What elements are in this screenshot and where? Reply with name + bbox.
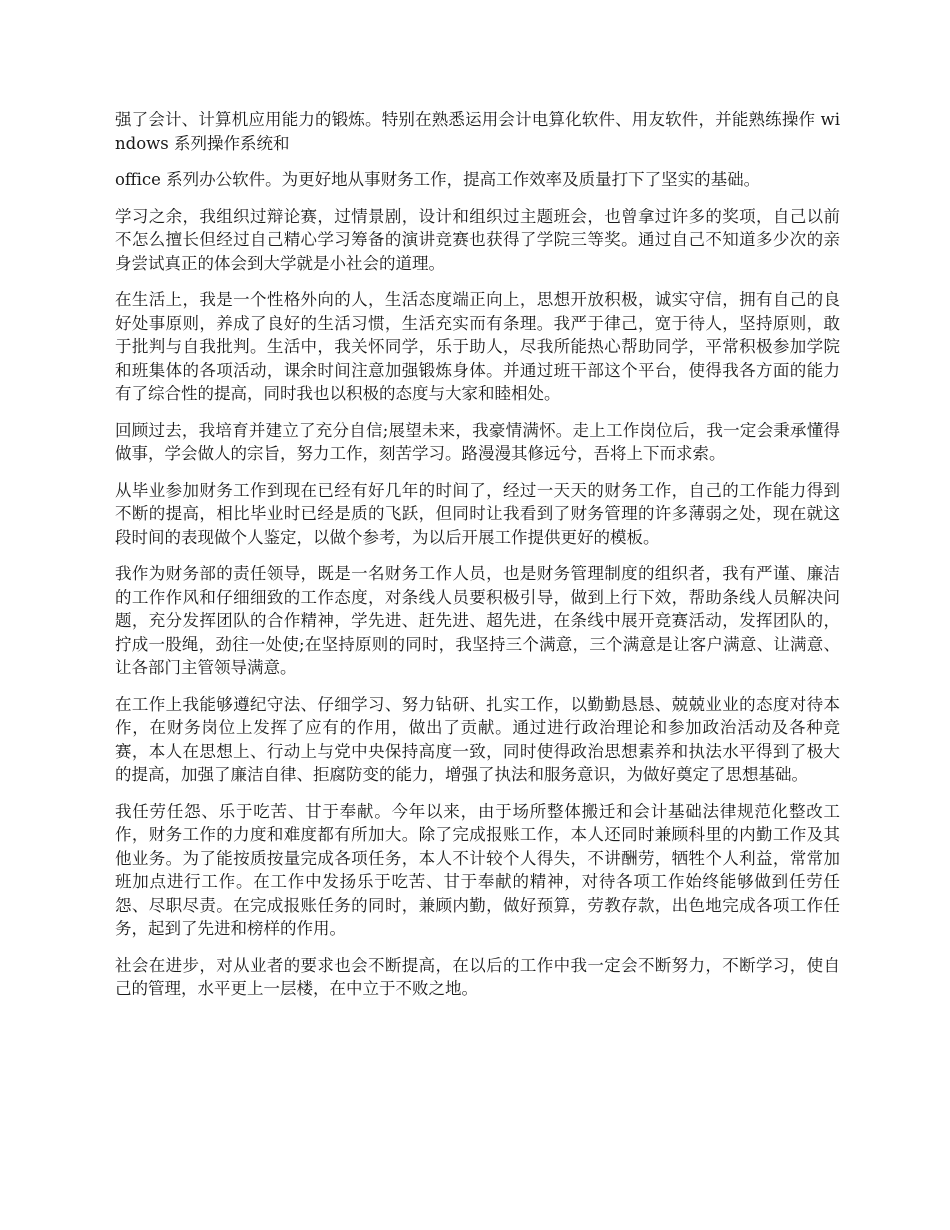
paragraph-7: 我作为财务部的责任领导，既是一名财务工作人员，也是财务管理制度的组织者，我有严谨、廉洁的工作作风和仔细细致的工作态度，对条线人员要积极引导，做到上行下效，帮助条线人员解决问题，充分发挥团队的合作精神，学先进、赶先进、超先进，在条线中展开竞赛活动，发挥团队的，拧成一股绳，劲往一处使;在坚持原则的同时，我坚持三个满意，三个满意是让客户满意、让满意、让各部门主管领导满意。 xyxy=(115,564,840,677)
paragraph-1: 强了会计、计算机应用能力的锻炼。特别在熟悉运用会计电算化软件、用友软件，并能熟练操作 windows 系列操作系统和 xyxy=(115,110,840,153)
document-body xyxy=(115,108,840,1014)
paragraph-10: 社会在进步，对从业者的要求也会不断提高，在以后的工作中我一定会不断努力，不断学习，使自己的管理，水平更上一层楼，在中立于不败之地。 xyxy=(115,955,840,998)
paragraph-4: 在生活上，我是一个性格外向的人，生活态度端正向上，思想开放积极，诚实守信，拥有自己的良好处事原则，养成了良好的生活习惯，生活充实而有条理。我严于律己，宽于待人，坚持原则，敢于批判与自我批判。生活中，我关怀同学，乐于助人，尽我所能热心帮助同学，平常积极参加学院和班集体的各项活动，课余时间注意加强锻炼身体。并通过班干部这个平台，使得我各方面的能力有了综合性的提高，同时我也以积极的态度与大家和睦相处。 xyxy=(115,290,840,403)
paragraph-3: 学习之余，我组织过辩论赛，过情景剧，设计和组织过主题班会，也曾拿过许多的奖项，自己以前不怎么擅长但经过自己精心学习筹备的演讲竞赛也获得了学院三等奖。通过自己不知道多少次的亲身尝试真正的体会到大学就是小社会的道理。 xyxy=(115,206,840,273)
paragraph-9: 我任劳任怨、乐于吃苦、甘于奉献。今年以来，由于场所整体搬迁和会计基础法律规范化整改工作，财务工作的力度和难度都有所加大。除了完成报账工作，本人还同时兼顾科里的内勤工作及其他业务。为了能按质按量完成各项任务，本人不计较个人得失，不讲酬劳，牺牲个人利益，常常加班加点进行工作。在工作中发扬乐于吃苦、甘于奉献的精神，对待各项工作始终能够做到任劳任怨、尽职尽责。在完成报账任务的同时，兼顾内勤，做好预算，劳教存款，出色地完成各项工作任务，起到了先进和榜样的作用。 xyxy=(115,801,840,938)
paragraph-8: 在工作上我能够遵纪守法、仔细学习、努力钻研、扎实工作，以勤勤恳恳、兢兢业业的态度对待本作，在财务岗位上发挥了应有的作用，做出了贡献。通过进行政治理论和参加政治活动及各种竞赛，本人在思想上、行动上与党中央保持高度一致，同时使得政治思想素养和执法水平得到了极大的提高，加强了廉洁自律、拒腐防变的能力，增强了执法和服务意识，为做好奠定了思想基础。 xyxy=(115,694,840,784)
paragraph-6: 从毕业参加财务工作到现在已经有好几年的时间了，经过一天天的财务工作，自己的工作能力得到不断的提高，相比毕业时已经是质的飞跃，但同时让我看到了财务管理的许多薄弱之处，现在就这段时间的表现做个人鉴定，以做个参考，为以后开展工作提供更好的模板。 xyxy=(115,480,840,547)
paragraph-2: office 系列办公软件。为更好地从事财务工作，提高工作效率及质量打下了坚实的基础。 xyxy=(115,170,761,189)
paragraph-5: 回顾过去，我培育并建立了充分自信;展望未来，我豪情满怀。走上工作岗位后，我一定会秉承懂得做事，学会做人的宗旨，努力工作，刻苦学习。路漫漫其修远兮，吾将上下而求索。 xyxy=(115,420,840,463)
